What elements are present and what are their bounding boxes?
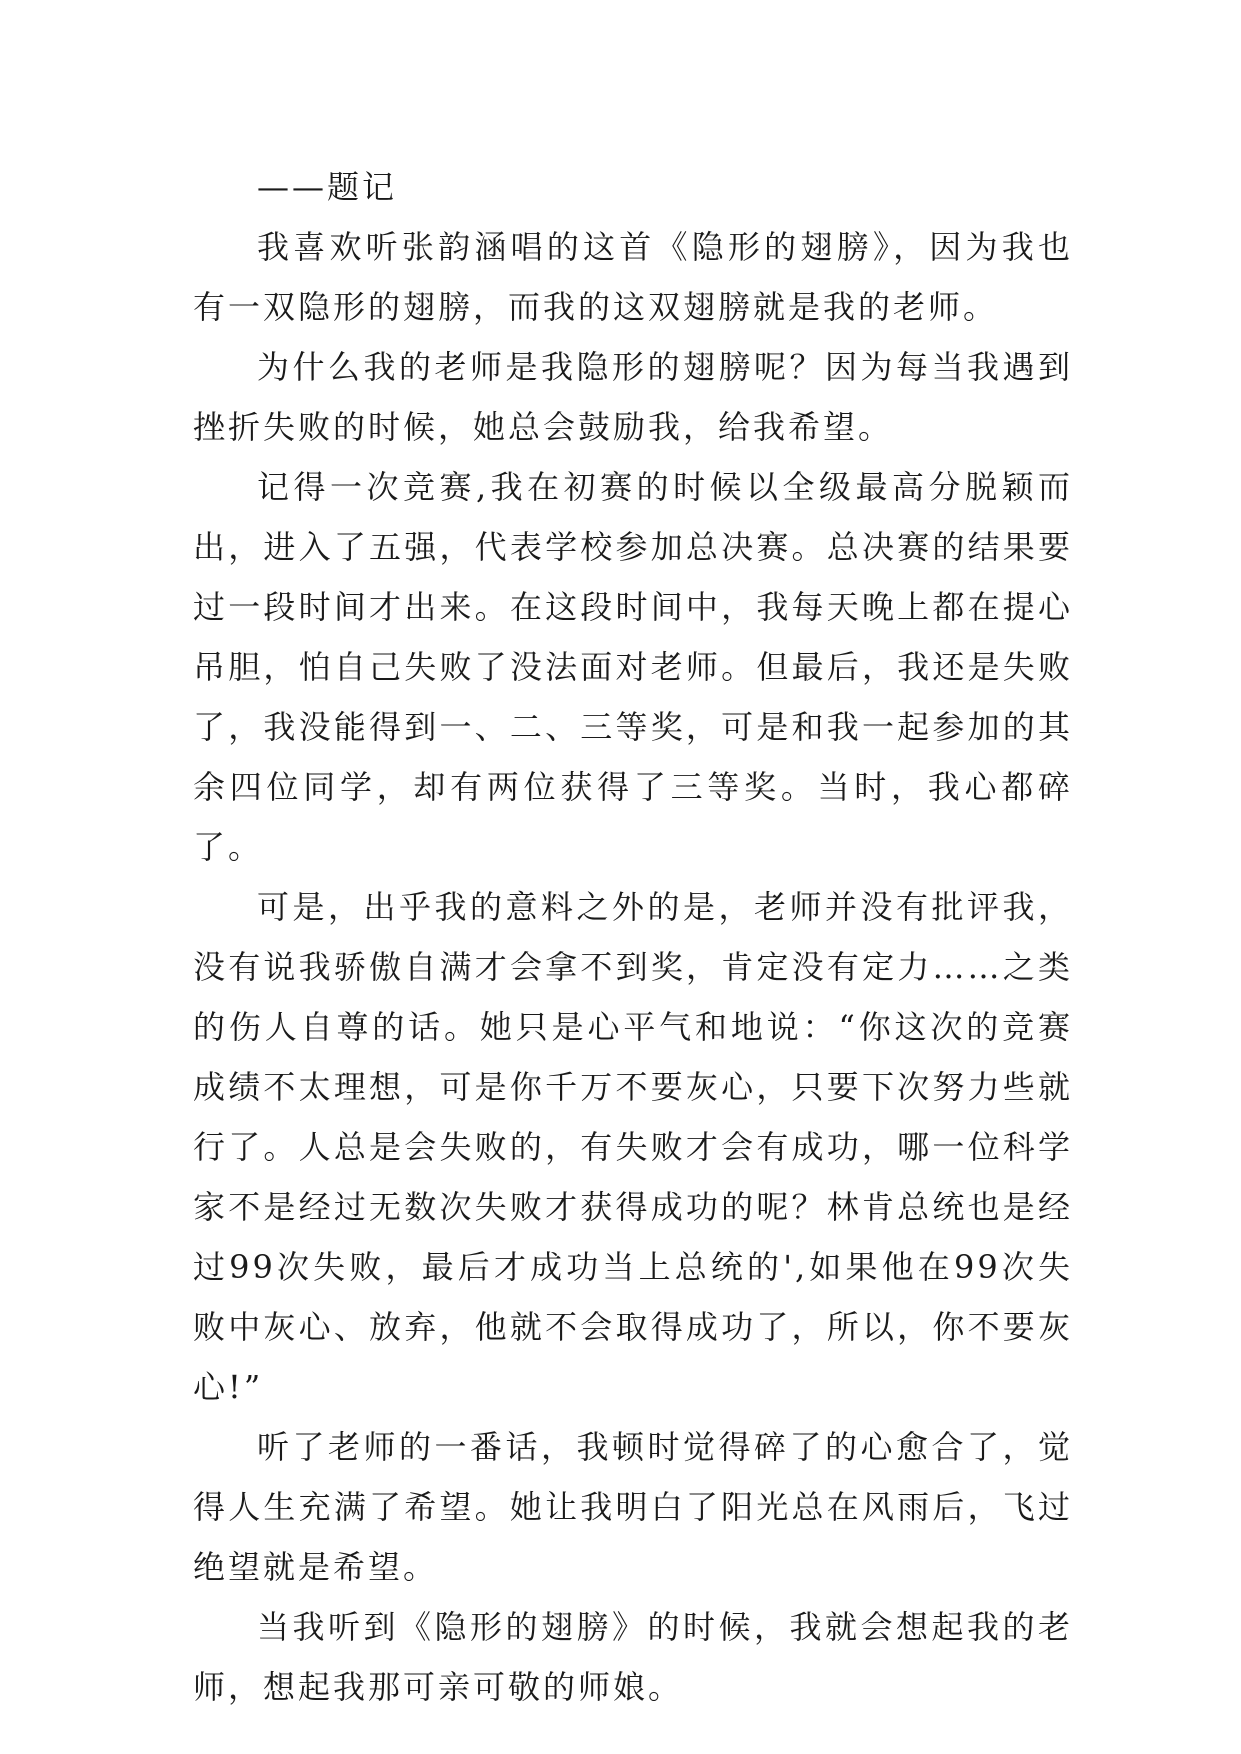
paragraph: 当我听到《隐形的翅膀》的时候，我就会想起我的老师，想起我那可亲可敬的师娘。 bbox=[193, 1608, 1073, 1706]
epigraph: ——题记 bbox=[257, 168, 398, 206]
paragraph: 为什么我的老师是我隐形的翅膀呢？因为每当我遇到挫折失败的时候，她总会鼓励我，给我希望。 bbox=[193, 348, 1073, 446]
paragraph: 听了老师的一番话，我顿时觉得碎了的心愈合了，觉得人生充满了希望。她让我明白了阳光总在风雨后，飞过绝望就是希望。 bbox=[193, 1428, 1073, 1586]
essay-body bbox=[193, 157, 1073, 1717]
paragraph: 可是，出乎我的意料之外的是，老师并没有批评我，没有说我骄傲自满才会拿不到奖，肯定没有定力……之类的伤人自尊的话。她只是心平气和地说：“你这次的竞赛成绩不太理想，可是你千万不要灰心，只要下次努力些就行了。人总是会失败的，有失败才会有成功，哪一位科学家不是经过无数次失败才获得成功的呢？林肯总统也是经过99次失败，最后才成功当上总统的',如果他在99次失败中灰心、放弃，他就不会取得成功了，所以，你不要灰心!” bbox=[193, 888, 1073, 1406]
paragraph: 我喜欢听张韵涵唱的这首《隐形的翅膀》，因为我也有一双隐形的翅膀，而我的这双翅膀就是我的老师。 bbox=[193, 228, 1073, 326]
paragraph: 记得一次竞赛,我在初赛的时候以全级最高分脱颖而出，进入了五强，代表学校参加总决赛。总决赛的结果要过一段时间才出来。在这段时间中，我每天晚上都在提心吊胆，怕自己失败了没法面对老师。但最后，我还是失败了，我没能得到一、二、三等奖，可是和我一起参加的其余四位同学，却有两位获得了三等奖。当时，我心都碎了。 bbox=[193, 468, 1073, 866]
